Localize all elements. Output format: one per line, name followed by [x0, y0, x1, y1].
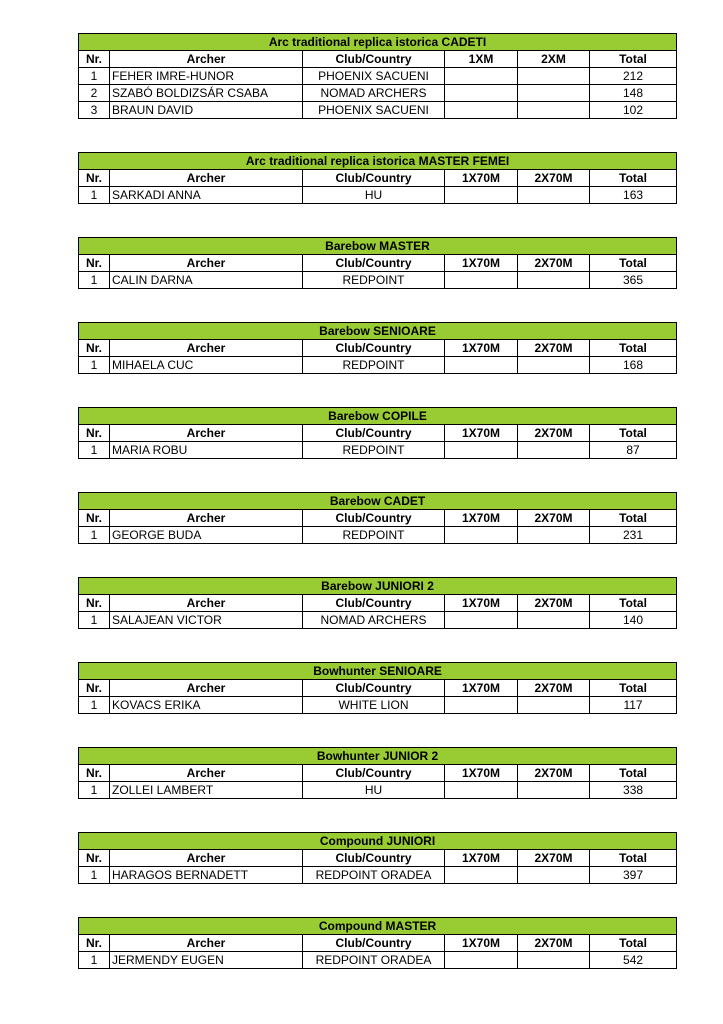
table-cell: 3 [79, 102, 110, 119]
column-header: Nr. [79, 595, 110, 612]
results-table [78, 322, 677, 374]
table-cell: 1 [79, 272, 110, 289]
column-header: Total [590, 680, 677, 697]
column-header: Total [590, 935, 677, 952]
column-header: Total [590, 170, 677, 187]
table-cell [518, 357, 590, 374]
table-cell: MIHAELA CUC [110, 357, 303, 374]
table-cell: HU [303, 782, 445, 799]
header-row [79, 850, 677, 867]
column-header: 2X70M [518, 935, 590, 952]
column-header: Club/Country [303, 170, 445, 187]
section-title-row [79, 493, 677, 510]
section-title-row [79, 34, 677, 51]
results-section [78, 152, 676, 204]
table-cell [445, 612, 518, 629]
column-header: 2X70M [518, 680, 590, 697]
column-header: Club/Country [303, 765, 445, 782]
results-section [78, 492, 676, 544]
column-header: Club/Country [303, 51, 445, 68]
table-cell: NOMAD ARCHERS [303, 612, 445, 629]
section-title-row [79, 833, 677, 850]
table-cell: REDPOINT ORADEA [303, 952, 445, 969]
column-header: Nr. [79, 170, 110, 187]
section-title: Barebow JUNIORI 2 [79, 578, 677, 595]
table-cell [518, 85, 590, 102]
table-cell [445, 272, 518, 289]
table-cell: WHITE LION [303, 697, 445, 714]
table-row [79, 357, 677, 374]
table-cell [445, 442, 518, 459]
section-title-row [79, 918, 677, 935]
table-cell: 102 [590, 102, 677, 119]
results-section [78, 577, 676, 629]
table-cell [445, 187, 518, 204]
column-header: 1X70M [445, 340, 518, 357]
table-cell [518, 272, 590, 289]
table-cell: 542 [590, 952, 677, 969]
section-title: Barebow MASTER [79, 238, 677, 255]
table-cell: PHOENIX SACUENI [303, 68, 445, 85]
section-title: Arc traditional replica istorica CADETI [79, 34, 677, 51]
table-row [79, 697, 677, 714]
section-title: Compound JUNIORI [79, 833, 677, 850]
table-cell: GEORGE BUDA [110, 527, 303, 544]
column-header: Archer [110, 51, 303, 68]
table-cell: REDPOINT [303, 442, 445, 459]
column-header: 2XM [518, 51, 590, 68]
table-cell [518, 187, 590, 204]
table-cell [445, 782, 518, 799]
table-cell [445, 952, 518, 969]
header-row [79, 170, 677, 187]
section-title: Barebow SENIOARE [79, 323, 677, 340]
column-header: 2X70M [518, 170, 590, 187]
column-header: 1X70M [445, 255, 518, 272]
table-cell: 1 [79, 612, 110, 629]
column-header: Nr. [79, 850, 110, 867]
header-row [79, 255, 677, 272]
table-cell: 168 [590, 357, 677, 374]
section-title-row [79, 408, 677, 425]
table-cell: 1 [79, 867, 110, 884]
table-cell: REDPOINT [303, 357, 445, 374]
table-cell [518, 697, 590, 714]
column-header: 1X70M [445, 170, 518, 187]
column-header: Club/Country [303, 255, 445, 272]
results-table [78, 33, 677, 119]
column-header: Total [590, 340, 677, 357]
column-header: Club/Country [303, 340, 445, 357]
results-table [78, 407, 677, 459]
table-cell [518, 527, 590, 544]
table-row [79, 85, 677, 102]
table-cell [518, 782, 590, 799]
table-cell: 231 [590, 527, 677, 544]
results-table [78, 152, 677, 204]
column-header: Archer [110, 595, 303, 612]
results-table [78, 662, 677, 714]
column-header: 2X70M [518, 595, 590, 612]
header-row [79, 765, 677, 782]
section-title-row [79, 323, 677, 340]
table-cell [518, 952, 590, 969]
column-header: 2X70M [518, 765, 590, 782]
table-cell: NOMAD ARCHERS [303, 85, 445, 102]
table-cell: 1 [79, 782, 110, 799]
table-cell: 1 [79, 697, 110, 714]
table-cell: 212 [590, 68, 677, 85]
column-header: 1X70M [445, 850, 518, 867]
table-cell: SZABÓ BOLDIZSÁR CSABA [110, 85, 303, 102]
table-row [79, 272, 677, 289]
results-section [78, 747, 676, 799]
table-cell: REDPOINT [303, 272, 445, 289]
table-cell: SARKADI ANNA [110, 187, 303, 204]
header-row [79, 680, 677, 697]
results-table [78, 577, 677, 629]
column-header: Nr. [79, 765, 110, 782]
column-header: Nr. [79, 255, 110, 272]
section-title: Barebow CADET [79, 493, 677, 510]
table-cell: JERMENDY EUGEN [110, 952, 303, 969]
table-cell [445, 85, 518, 102]
table-cell [518, 867, 590, 884]
table-row [79, 612, 677, 629]
table-cell: 1 [79, 952, 110, 969]
results-section [78, 33, 676, 119]
column-header: Nr. [79, 340, 110, 357]
column-header: Club/Country [303, 510, 445, 527]
table-cell: 1 [79, 357, 110, 374]
table-row [79, 527, 677, 544]
column-header: Total [590, 510, 677, 527]
table-row [79, 782, 677, 799]
results-section [78, 662, 676, 714]
table-cell: HU [303, 187, 445, 204]
column-header: 1XM [445, 51, 518, 68]
results-section [78, 917, 676, 969]
table-row [79, 867, 677, 884]
column-header: Nr. [79, 935, 110, 952]
column-header: Archer [110, 510, 303, 527]
column-header: Archer [110, 935, 303, 952]
column-header: Club/Country [303, 850, 445, 867]
column-header: Nr. [79, 680, 110, 697]
section-title-row [79, 663, 677, 680]
column-header: Nr. [79, 51, 110, 68]
table-cell: SALAJEAN VICTOR [110, 612, 303, 629]
column-header: Total [590, 51, 677, 68]
section-title: Barebow COPILE [79, 408, 677, 425]
column-header: 1X70M [445, 935, 518, 952]
column-header: 1X70M [445, 595, 518, 612]
table-cell: 87 [590, 442, 677, 459]
column-header: Nr. [79, 510, 110, 527]
section-title: Arc traditional replica istorica MASTER FEMEI [79, 153, 677, 170]
column-header: Total [590, 255, 677, 272]
table-cell: BRAUN DAVID [110, 102, 303, 119]
column-header: 2X70M [518, 340, 590, 357]
table-cell: 148 [590, 85, 677, 102]
column-header: 1X70M [445, 765, 518, 782]
table-cell: 1 [79, 442, 110, 459]
column-header: Archer [110, 425, 303, 442]
header-row [79, 340, 677, 357]
table-row [79, 187, 677, 204]
table-cell: 140 [590, 612, 677, 629]
results-table [78, 832, 677, 884]
header-row [79, 595, 677, 612]
results-table [78, 747, 677, 799]
results-table [78, 237, 677, 289]
table-cell: HARAGOS BERNADETT [110, 867, 303, 884]
column-header: 2X70M [518, 850, 590, 867]
table-cell: 1 [79, 187, 110, 204]
column-header: Archer [110, 170, 303, 187]
table-cell [445, 527, 518, 544]
table-cell: 163 [590, 187, 677, 204]
results-section [78, 237, 676, 289]
column-header: 1X70M [445, 680, 518, 697]
results-table [78, 492, 677, 544]
column-header: Archer [110, 850, 303, 867]
results-section [78, 407, 676, 459]
table-cell [445, 102, 518, 119]
table-cell: KOVACS ERIKA [110, 697, 303, 714]
table-cell: 1 [79, 527, 110, 544]
table-cell [518, 612, 590, 629]
section-title-row [79, 748, 677, 765]
column-header: Club/Country [303, 680, 445, 697]
table-cell: 365 [590, 272, 677, 289]
header-row [79, 425, 677, 442]
table-cell [518, 68, 590, 85]
table-row [79, 102, 677, 119]
table-cell [445, 697, 518, 714]
table-cell: 2 [79, 85, 110, 102]
results-section [78, 322, 676, 374]
table-cell: 1 [79, 68, 110, 85]
section-title: Bowhunter JUNIOR 2 [79, 748, 677, 765]
table-row [79, 68, 677, 85]
table-row [79, 952, 677, 969]
column-header: Archer [110, 340, 303, 357]
column-header: Club/Country [303, 595, 445, 612]
table-cell: 117 [590, 697, 677, 714]
table-cell [518, 442, 590, 459]
table-cell [445, 68, 518, 85]
results-table [78, 917, 677, 969]
column-header: Archer [110, 680, 303, 697]
header-row [79, 935, 677, 952]
table-cell: ZOLLEI LAMBERT [110, 782, 303, 799]
column-header: Total [590, 595, 677, 612]
section-title: Bowhunter SENIOARE [79, 663, 677, 680]
section-title: Compound MASTER [79, 918, 677, 935]
column-header: 2X70M [518, 510, 590, 527]
column-header: 1X70M [445, 510, 518, 527]
table-cell [445, 867, 518, 884]
column-header: 2X70M [518, 255, 590, 272]
column-header: Total [590, 765, 677, 782]
table-cell [445, 357, 518, 374]
table-cell: REDPOINT ORADEA [303, 867, 445, 884]
section-title-row [79, 578, 677, 595]
column-header: Nr. [79, 425, 110, 442]
table-cell: 338 [590, 782, 677, 799]
section-title-row [79, 153, 677, 170]
column-header: Total [590, 850, 677, 867]
table-cell [518, 102, 590, 119]
table-cell: FEHER IMRE-HUNOR [110, 68, 303, 85]
section-title-row [79, 238, 677, 255]
table-row [79, 442, 677, 459]
table-cell: REDPOINT [303, 527, 445, 544]
table-cell: MARIA ROBU [110, 442, 303, 459]
column-header: Archer [110, 255, 303, 272]
column-header: Club/Country [303, 425, 445, 442]
results-section [78, 832, 676, 884]
header-row [79, 51, 677, 68]
column-header: 2X70M [518, 425, 590, 442]
header-row [79, 510, 677, 527]
column-header: Total [590, 425, 677, 442]
table-cell: CALIN DARNA [110, 272, 303, 289]
table-cell: 397 [590, 867, 677, 884]
column-header: Club/Country [303, 935, 445, 952]
column-header: Archer [110, 765, 303, 782]
table-cell: PHOENIX SACUENI [303, 102, 445, 119]
column-header: 1X70M [445, 425, 518, 442]
